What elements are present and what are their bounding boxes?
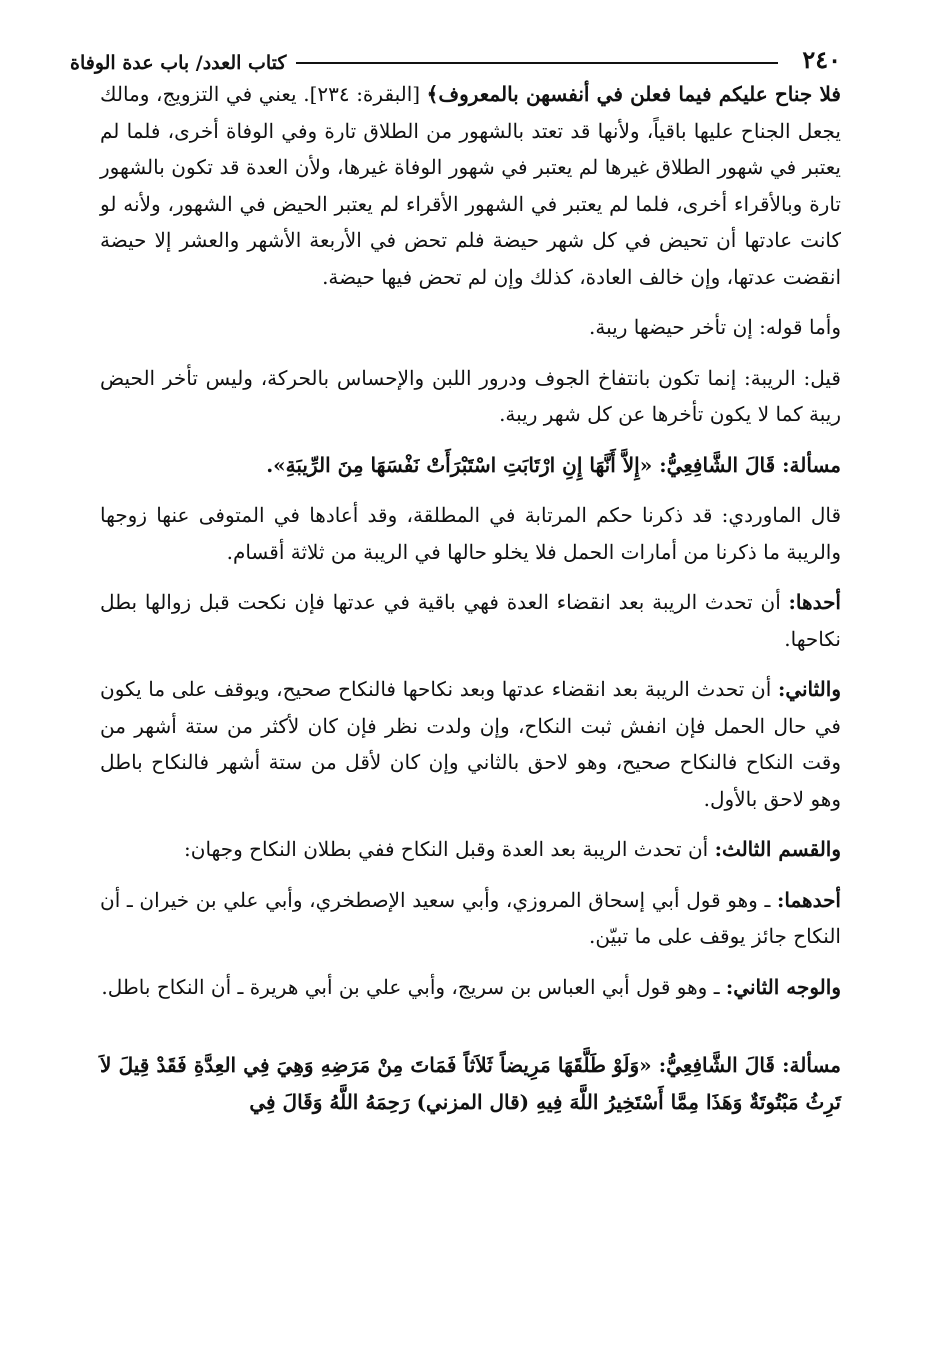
- paragraph-text: قال الماوردي: قد ذكرنا حكم المرتابة في المطلقة، وقد أعادها في المتوفى عنها زوجها والريبة ما ذكرنا من أمارات الحمل فلا يخلو حالها في الريبة من ثلاثة أقسام.: [100, 503, 841, 564]
- paragraph: [100, 360, 841, 433]
- paragraph: [100, 309, 841, 346]
- paragraph-lead: أحدها:: [788, 590, 841, 614]
- paragraph-lead: أحدهما:: [776, 887, 841, 912]
- running-title: كتاب العدد/ باب عدة الوفاة: [70, 52, 287, 74]
- paragraph-lead: والثاني:: [777, 677, 841, 701]
- paragraph-text: قيل: الريبة: إنما تكون بانتفاخ الجوف ودرور اللبن والإحساس بالحركة، وليس تأخر الحيض ريبة كما لا يكون تأخرها عن كل شهر ريبة.: [100, 365, 841, 426]
- paragraph-text: أن تحدث الريبة بعد انقضاء العدة فهي باقية في عدتها فإن نكحت قبل زوالها بطل نكاحها.: [100, 590, 841, 651]
- masala-lead: مسألة: قَالَ الشَّافِعِيُّ:: [658, 1053, 841, 1077]
- paragraph-text: ـ وهو قول أبي العباس بن سريج، وأبي علي بن أبي هريرة ـ أن النكاح باطل.: [101, 974, 726, 999]
- shafii-quote: «وَلَوْ طَلَّقَهَا مَرِيضاً ثَلاَثاً فَمَاتَ مِنْ مَرَضِهِ وَهِيَ فِي العِدَّةِ فَقَدْ قِيلَ لاَ تَرِثُ مَبْتُوتَةٌ وَهَذَا مِمَّا أَسْتَخِيرُ اللَّهَ فِيهِ (قال المزني) رَحِمَهُ اللَّهُ وَقَالَ فِي: [100, 1053, 841, 1114]
- quran-quote: فلا جناح عليكم فيما فعلن في أنفسهن بالمعروف﴾: [426, 82, 841, 106]
- paragraph-text: [البقرة: ٢٣٤]. يعني في التزويج، ومالك يجعل الجناح عليها باقياً، ولأنها قد تعتد بالشهور من الطلاق تارة وفي الوفاة أخرى، فلما لم يعتبر في شهور الطلاق غيرها لم يعتبر في شهور الوفاة غيرها، ولأن العدة قد تكون بالشهور تارة وبالأقراء أخرى، فلما لم يعتبر في الشهور الأقراء لم يعتبر الحيض في الشهور، ولأنه لو كانت عادتها أن تحيض في كل شهر حيضة فلم تحض في الأربعة الأشهر والعشر إلا حيضة انقضت عدتها، وإن خالف العادة، كذلك وإن لم تحض فيها حيضة.: [100, 82, 841, 289]
- paragraph: [100, 76, 841, 295]
- paragraph-lead: والقسم الثالث:: [714, 837, 841, 861]
- paragraph-lead: والوجه الثاني:: [725, 974, 841, 999]
- paragraph-text: ـ وهو قول أبي إسحاق المروزي، وأبي سعيد الإصطخري، وأبي علي بن خيران ـ أن النكاح جائز يوقف على ما تبيّن.: [100, 887, 841, 948]
- paragraph: [100, 969, 841, 1006]
- page-header: [70, 38, 841, 74]
- paragraph: [100, 671, 841, 817]
- masala-heading: [100, 1047, 841, 1120]
- page-body: [100, 76, 841, 1360]
- masala-lead: مسألة: قَالَ الشَّافِعِيُّ:: [659, 452, 841, 477]
- section-gap: [100, 1019, 841, 1047]
- header-rule: [296, 62, 778, 64]
- paragraph-text: وأما قوله: إن تأخر حيضها ريبة.: [589, 315, 841, 339]
- paragraph-text: أن تحدث الريبة بعد العدة وقبل النكاح ففي بطلان النكاح وجهان:: [184, 837, 715, 861]
- paragraph: [100, 882, 841, 955]
- paragraph-text: أن تحدث الريبة بعد انقضاء عدتها وبعد نكاحها فالنكاح صحيح، ويوقف على ما يكون في حال الحمل فإن انفش ثبت النكاح، وإن ولدت نظر فإن كان لأكثر من ستة أشهر من وقت النكاح فالنكاح صحيح، وهو لاحق بالثاني وإن كان لأقل من ستة أشهر فالنكاح باطل وهو لاحق بالأول.: [100, 677, 841, 811]
- page-number: ٢٤٠: [802, 45, 841, 74]
- paragraph: [100, 831, 841, 868]
- masala-heading: [100, 447, 841, 484]
- shafii-quote: «إِلاَّ أَنَّهَا إِنِ ارْتَابَتِ اسْتَبْرَأَتْ نَفْسَهَا مِنَ الرِّيبَةِ».: [266, 452, 660, 477]
- paragraph: [100, 497, 841, 570]
- paragraph: [100, 584, 841, 657]
